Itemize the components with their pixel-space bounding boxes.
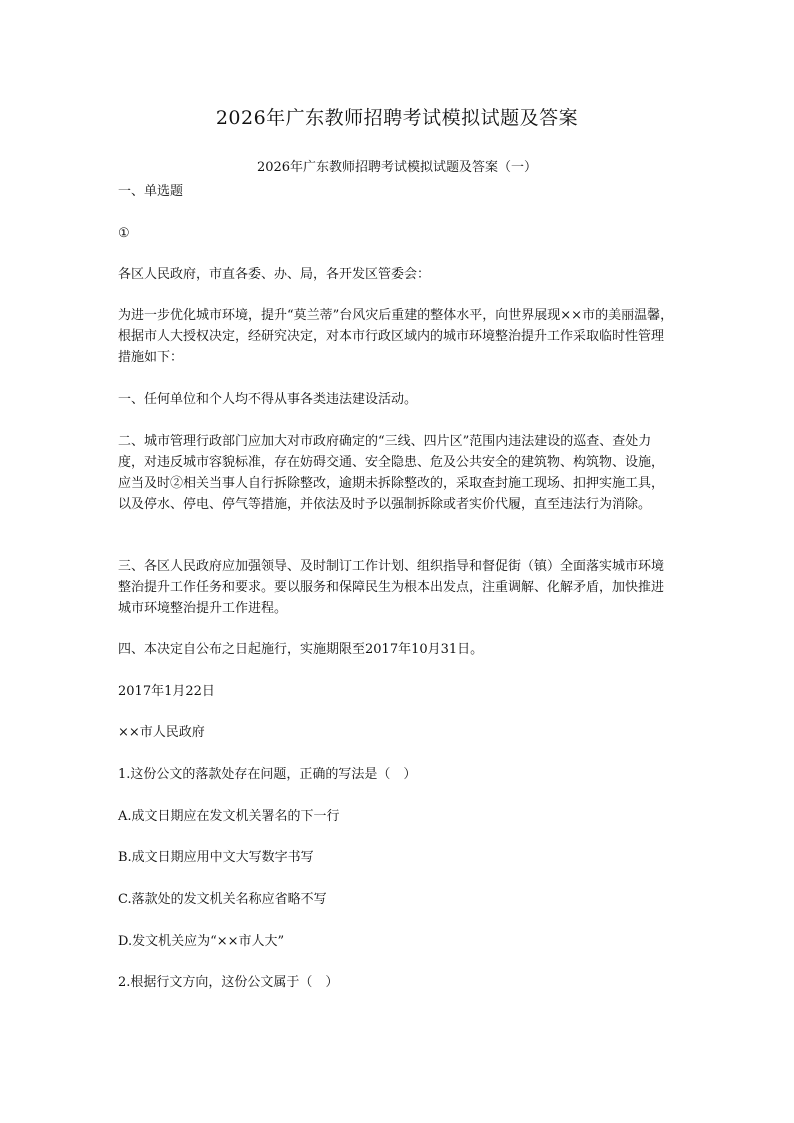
- salutation: 各区人民政府，市直各委、办、局，各开发区管委会：: [118, 267, 431, 282]
- section-heading: 一、单选题: [118, 184, 184, 199]
- question-two: 2.根据行文方向，这份公文属于（ ）: [118, 975, 339, 990]
- item-four-paragraph: 四、本决定自公布之日起施行，实施期限至2017年10月31日。: [118, 642, 484, 657]
- question-one-option-c: C.落款处的发文机关名称应省略不写: [118, 892, 327, 907]
- item-three-paragraph: 三、各区人民政府应加强领导、及时制订工作计划、组织指导和督促街（镇）全面落实城市环境整治提升工作任务和要求。要以服务和保障民生为根本出发点，注重调解、化解矛盾，加快推进城市环境整治提升工作进程。: [118, 559, 665, 616]
- document-issuer: ××市人民政府: [118, 725, 205, 740]
- document-title: 2026年广东教师招聘考试模拟试题及答案: [215, 107, 579, 129]
- document-date: 2017年1月22日: [118, 684, 215, 699]
- question-marker: ①: [118, 226, 130, 241]
- item-two-paragraph: 二、城市管理行政部门应加大对市政府确定的“三线、四片区”范围内违法建设的巡查、查处力度，对违反城市容貌标准，存在妨碍交通、安全隐患、危及公共安全的建筑物、构筑物、设施，应当及时②相关当事人自行拆除整改，逾期未拆除整改的，采取查封施工现场、扣押实施工具，以及停水、停电、停气等措施，并依法及时予以强制拆除或者实价代履，直至违法行为消除。: [118, 434, 665, 512]
- intro-paragraph: 为进一步优化城市环境，提升“莫兰蒂”台风灾后重建的整体水平，向世界展现××市的美丽温馨，根据市人大授权决定，经研究决定，对本市行政区域内的城市环境整治提升工作采取临时性管理措施如下：: [118, 308, 674, 365]
- question-one-option-b: B.成文日期应用中文大写数字书写: [118, 850, 314, 865]
- question-one: 1.这份公文的落款处存在问题，正确的写法是（ ）: [118, 767, 417, 782]
- question-one-option-a: A.成文日期应在发文机关署名的下一行: [118, 809, 340, 824]
- item-one-paragraph: 一、任何单位和个人均不得从事各类违法建设活动。: [118, 392, 418, 407]
- question-one-option-d: D.发文机关应为“××市人大”: [118, 934, 285, 949]
- document-subtitle: 2026年广东教师招聘考试模拟试题及答案（一）: [256, 160, 538, 175]
